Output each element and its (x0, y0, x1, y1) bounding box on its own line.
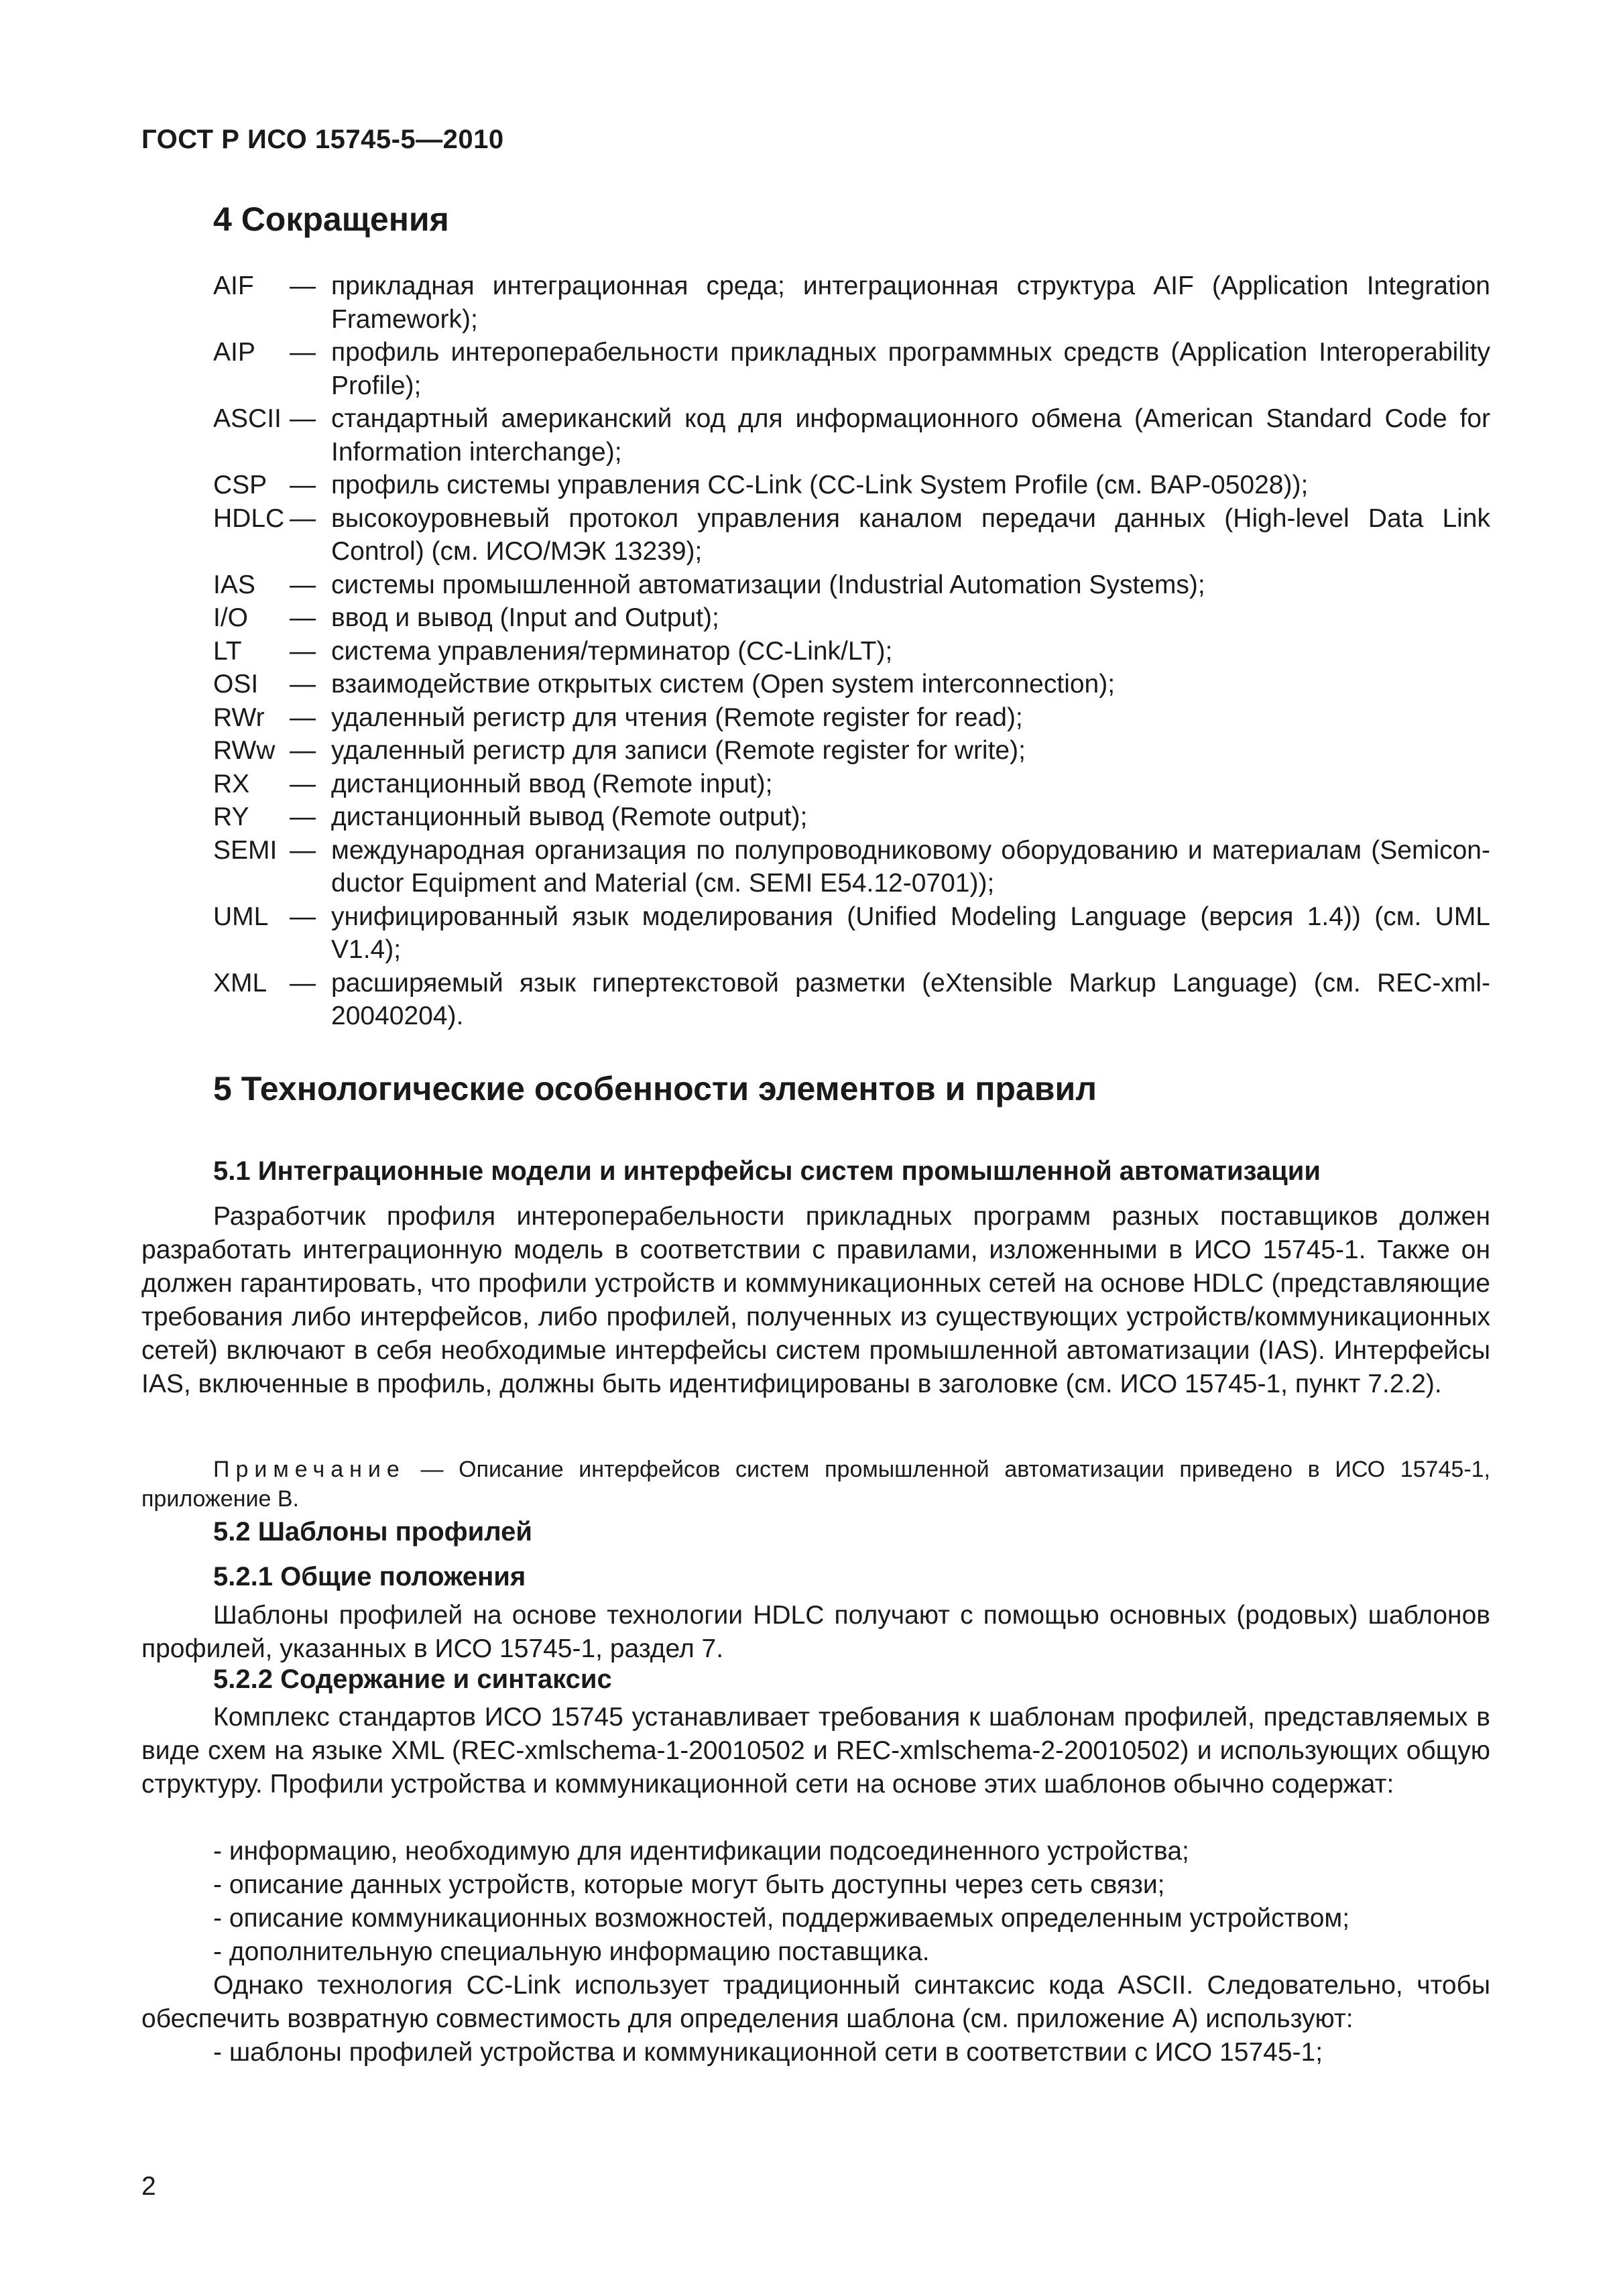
abbreviation-item (213, 469, 1490, 502)
abbreviation-item (213, 900, 1490, 967)
page-number: 2 (141, 2172, 156, 2201)
list-item: - дополнительную специальную информацию поставщика. (213, 1937, 930, 1966)
abbreviation-item (213, 734, 1490, 768)
abbreviation-item (213, 834, 1490, 900)
abbreviation-term: LT (213, 636, 242, 666)
list-item: - шаблоны профилей устройства и коммуникационной сети в соответствии с ИСО 15745-1; (213, 2038, 1323, 2067)
profile-contents-list (213, 1835, 1490, 1969)
document-code-header: ГОСТ Р ИСО 15745-5—2010 (141, 125, 504, 154)
em-dash-separator: — (290, 404, 316, 433)
abbreviation-term: IAS (213, 570, 255, 599)
abbreviation-definition: стандартный американский код для информационного обмена (American Standard Code for Information interchange); (331, 404, 1490, 467)
abbreviation-item (213, 967, 1490, 1033)
abbreviation-item (213, 668, 1490, 701)
subsection-5-2-2-paragraph: Комплекс стандартов ИСО 15745 устанавливает требования к шаблонам профилей, представляемых в виде схем на языке XML (REC-xmlschema-1-20010502 и REC-xmlschema-2-20010502) и использующих общую структуру. Профили устройства и коммуникационной сети на основе этих шаблонов обычно содержат: (141, 1703, 1490, 1799)
abbreviation-definition: профиль интероперабельности прикладных программных средств (Application Interoperability Profile); (331, 338, 1490, 400)
em-dash-separator: — (290, 802, 316, 831)
abbreviations-list (213, 269, 1490, 1033)
subsection-5-2-2-paragraph-2: Однако технология CC-Link использует традиционный синтаксис кода ASCII. Следовательно, чтобы обеспечить возвратную совместимость для определения шаблона (см. приложение А) используют: (141, 1971, 1490, 2033)
section-4-title: 4 Сокращения (213, 200, 449, 238)
abbreviation-term: AIP (213, 338, 255, 367)
note-label: Примечание (213, 1457, 406, 1482)
abbreviation-term: RWw (213, 736, 276, 765)
abbreviation-item (213, 336, 1490, 402)
em-dash-separator: — (290, 471, 316, 499)
abbreviation-definition: расширяемый язык гипертекстовой разметки (eXtensible Markup Language) (см. REC-xml-20040204). (331, 968, 1490, 1030)
em-dash-separator: — (290, 703, 316, 732)
abbreviation-item (213, 768, 1490, 801)
em-dash-separator: — (290, 968, 316, 998)
em-dash-separator: — (290, 670, 316, 699)
subsection-5-2-title: 5.2 Шаблоны профилей (213, 1517, 532, 1547)
abbreviation-definition: система управления/терминатор (CC-Link/LT); (331, 636, 893, 666)
list-item: - описание данных устройств, которые могут быть доступны через сеть связи; (213, 1870, 1165, 1899)
abbreviation-item (213, 502, 1490, 568)
em-dash-separator: — (290, 769, 316, 798)
em-dash-separator: — (290, 636, 316, 666)
abbreviation-term: XML (213, 968, 267, 998)
em-dash-separator: — (290, 902, 316, 931)
abbreviation-term: OSI (213, 670, 259, 699)
note-text: — Описание интерфейсов систем промышленной автоматизации приведено в ИСО 15745-1, приложение В. (141, 1457, 1490, 1512)
abbreviation-definition: международная организация по полупроводниковому оборудованию и материалам (Semicon-ductor Equipment and Material (см. SEMI E54.12-0701)); (331, 835, 1490, 898)
subsection-5-2-1-paragraph: Шаблоны профилей на основе технологии HDLC получают с помощью основных (родовых) шаблонов профилей, указанных в ИСО 15745-1, раздел 7. (141, 1601, 1490, 1663)
abbreviation-term: CSP (213, 471, 267, 499)
em-dash-separator: — (290, 603, 316, 632)
abbreviation-item (213, 701, 1490, 735)
em-dash-separator: — (290, 570, 316, 599)
subsection-5-2-1-title: 5.2.1 Общие положения (213, 1562, 526, 1591)
abbreviation-definition: прикладная интеграционная среда; интеграционная структура AIF (Application Integration Framework); (331, 271, 1490, 334)
em-dash-separator: — (290, 271, 316, 300)
em-dash-separator: — (290, 736, 316, 765)
abbreviation-definition: удаленный регистр для чтения (Remote register for read); (331, 703, 1023, 732)
abbreviation-item (213, 635, 1490, 668)
abbreviation-term: RWr (213, 703, 265, 732)
abbreviation-item (213, 402, 1490, 469)
list-item: - описание коммуникационных возможностей, поддерживаемых определенным устройством; (213, 1904, 1350, 1933)
abbreviation-definition: ввод и вывод (Input and Output); (331, 603, 719, 632)
abbreviation-term: UML (213, 902, 269, 931)
abbreviation-item (213, 601, 1490, 635)
abbreviation-term: SEMI (213, 835, 278, 865)
em-dash-separator: — (290, 835, 316, 865)
list-item: - информацию, необходимую для идентификации подсоединенного устройства; (213, 1837, 1189, 1866)
abbreviation-term: RX (213, 769, 250, 798)
em-dash-separator: — (290, 503, 316, 533)
abbreviation-term: HDLC (213, 503, 285, 533)
abbreviation-definition: высокоуровневый протокол управления каналом передачи данных (High-level Data Link Control) (см. ИСО/МЭК 13239); (331, 503, 1490, 566)
abbreviation-item (213, 800, 1490, 834)
abbreviation-definition: дистанционный вывод (Remote output); (331, 802, 808, 831)
abbreviation-term: ASCII (213, 404, 282, 433)
abbreviation-definition: удаленный регистр для записи (Remote register for write); (331, 736, 1026, 765)
compatibility-list (213, 2036, 1490, 2069)
abbreviation-term: I/O (213, 603, 249, 632)
note-paragraph (141, 1455, 1490, 1514)
subsection-5-1-paragraph: Разработчик профиля интероперабельности прикладных программ разных поставщиков должен разработать интеграционную модель в соответствии с правилами, изложенными в ИСО 15745-1. Также он должен гарантировать, что профили устройств и коммуникационных сетей на основе HDLC (представляющие требования либо интерфейсов, либо профилей, полученных из существующих устройств/коммуникационных сетей) включают в себя необходимые интерфейсы систем промышленной автоматизации (IAS). Интерфейсы IAS, включенные в профиль, должны быть идентифицированы в заголовке (см. ИСО 15745-1, пункт 7.2.2). (141, 1202, 1490, 1398)
abbreviation-definition: унифицированный язык моделирования (Unified Modeling Language (версия 1.4)) (см. UML V1.4); (331, 902, 1490, 964)
abbreviation-item (213, 568, 1490, 602)
abbreviation-term: RY (213, 802, 249, 831)
subsection-5-2-2-title: 5.2.2 Содержание и синтаксис (213, 1665, 612, 1694)
abbreviation-definition: дистанционный ввод (Remote input); (331, 769, 773, 798)
section-5-title: 5 Технологические особенности элементов и правил (213, 1070, 1097, 1107)
subsection-5-1-title: 5.1 Интеграционные модели и интерфейсы систем промышленной автоматизации (213, 1156, 1321, 1186)
abbreviation-definition: профиль системы управления CC-Link (CC-Link System Profile (см. BAP-05028)); (331, 471, 1309, 499)
abbreviation-item (213, 269, 1490, 336)
em-dash-separator: — (290, 338, 316, 367)
abbreviation-definition: системы промышленной автоматизации (Industrial Automation Systems); (331, 570, 1205, 599)
abbreviation-term: AIF (213, 271, 254, 300)
abbreviation-definition: взаимодействие открытых систем (Open system interconnection); (331, 670, 1116, 699)
